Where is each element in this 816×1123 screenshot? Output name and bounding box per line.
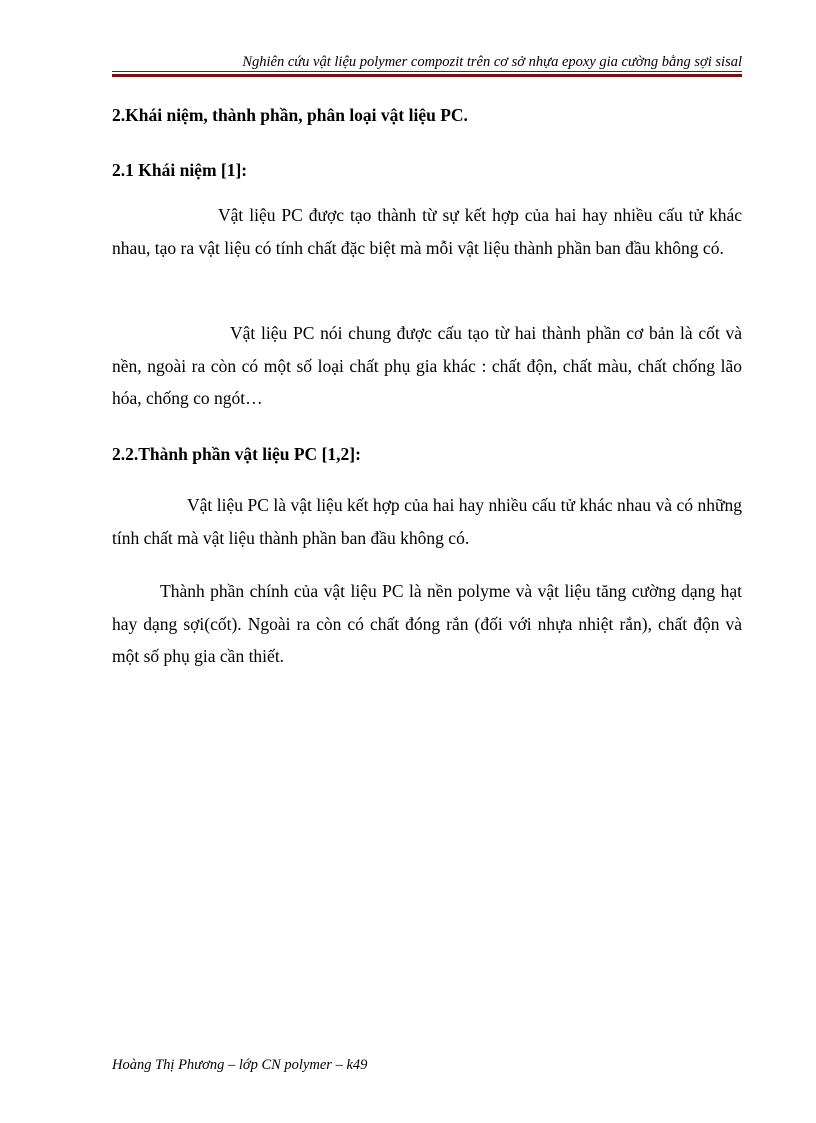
page-footer: Hoàng Thị Phương – lớp CN polymer – k49 bbox=[112, 1057, 368, 1073]
header-rule-thin bbox=[112, 71, 742, 72]
section-2-heading: 2.Khái niệm, thành phần, phân loại vật liệu PC. bbox=[112, 105, 468, 125]
section-2-1-heading: 2.1 Khái niệm [1]: bbox=[112, 160, 248, 180]
section-2-1-paragraph-1: Vật liệu PC được tạo thành từ sự kết hợp của hai hay nhiều cấu tử khác nhau, tạo ra vật liệu có tính chất đặc biệt mà mỗi vật liệu thành phần ban đầu không có. bbox=[112, 205, 742, 258]
section-2-2-paragraph-2: Thành phần chính của vật liệu PC là nền polyme và vật liệu tăng cường dạng hạt hay dạng sợi(cốt). Ngoài ra còn có chất đóng rắn (đối với nhựa nhiệt rắn), chất độn và một số phụ gia cần thiết. bbox=[112, 581, 742, 666]
section-2-2-heading: 2.2.Thành phần vật liệu PC [1,2]: bbox=[112, 444, 361, 464]
header-rule-thick bbox=[112, 74, 742, 77]
header-title: Nghiên cứu vật liệu polymer compozit trên cơ sở nhựa epoxy gia cường bằng sợi sisal bbox=[242, 54, 742, 70]
section-2-1-paragraph-2: Vật liệu PC nói chung được cấu tạo từ hai thành phần cơ bản là cốt và nền, ngoài ra còn có một số loại chất phụ gia khác : chất độn, chất màu, chất chống lão hóa, chống co ngót… bbox=[112, 323, 742, 408]
section-2-2-paragraph-1: Vật liệu PC là vật liệu kết hợp của hai hay nhiều cấu tử khác nhau và có những tính chất mà vật liệu thành phần ban đầu không có. bbox=[112, 495, 742, 548]
